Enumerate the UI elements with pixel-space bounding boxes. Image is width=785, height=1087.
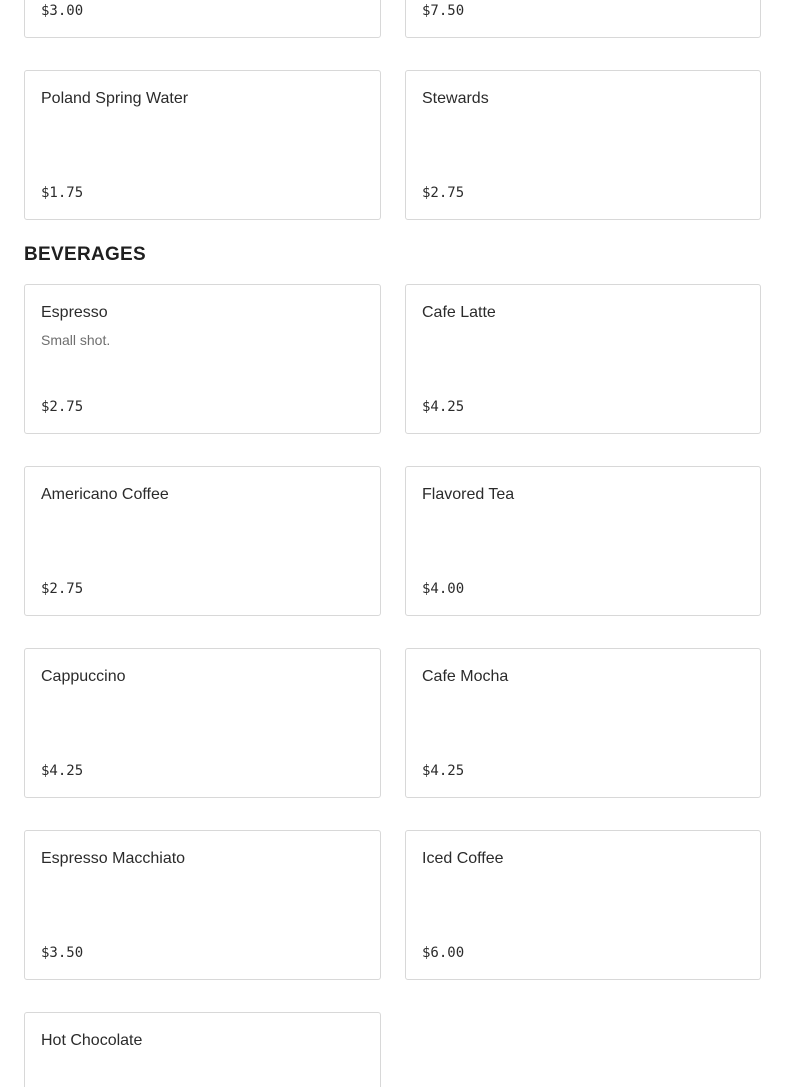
menu-item-card-stewards[interactable] <box>405 70 761 220</box>
item-name: Cappuccino <box>41 668 126 685</box>
item-price: $7.50 <box>422 3 465 19</box>
item-name: Hot Chocolate <box>41 1032 143 1049</box>
item-price: $4.25 <box>422 763 465 779</box>
menu-item-card[interactable] <box>405 0 761 38</box>
item-name: Espresso Macchiato <box>41 850 186 867</box>
menu-item-card-cafe-mocha[interactable] <box>405 648 761 798</box>
item-description: Small shot. <box>41 332 111 348</box>
menu-item-card-espresso[interactable] <box>24 284 381 434</box>
item-name: Flavored Tea <box>422 486 515 503</box>
section-heading-beverages: BEVERAGES <box>24 244 147 265</box>
item-price: $6.00 <box>422 945 465 961</box>
menu-item-card-americano-coffee[interactable] <box>24 466 381 616</box>
item-price: $2.75 <box>41 581 84 597</box>
menu-item-card-iced-coffee[interactable] <box>405 830 761 980</box>
item-price: $3.00 <box>41 3 84 19</box>
item-price: $4.25 <box>41 763 84 779</box>
item-price: $1.75 <box>41 185 84 201</box>
menu-item-card[interactable] <box>24 0 381 38</box>
menu-item-card-hot-chocolate[interactable] <box>24 1012 381 1087</box>
item-name: Iced Coffee <box>422 850 504 867</box>
menu-item-card-cafe-latte[interactable] <box>405 284 761 434</box>
menu-item-card-flavored-tea[interactable] <box>405 466 761 616</box>
menu-item-card-espresso-macchiato[interactable] <box>24 830 381 980</box>
item-price: $2.75 <box>422 185 465 201</box>
item-name: Stewards <box>422 90 489 107</box>
item-name: Americano Coffee <box>41 486 169 503</box>
item-price: $3.50 <box>41 945 84 961</box>
item-name: Cafe Latte <box>422 304 496 321</box>
item-name: Cafe Mocha <box>422 668 509 685</box>
menu-item-card-poland-spring-water[interactable] <box>24 70 381 220</box>
item-price: $4.00 <box>422 581 465 597</box>
item-price: $2.75 <box>41 399 84 415</box>
item-name: Espresso <box>41 304 108 321</box>
item-name: Poland Spring Water <box>41 90 189 107</box>
item-price: $4.25 <box>422 399 465 415</box>
menu-item-card-cappuccino[interactable] <box>24 648 381 798</box>
